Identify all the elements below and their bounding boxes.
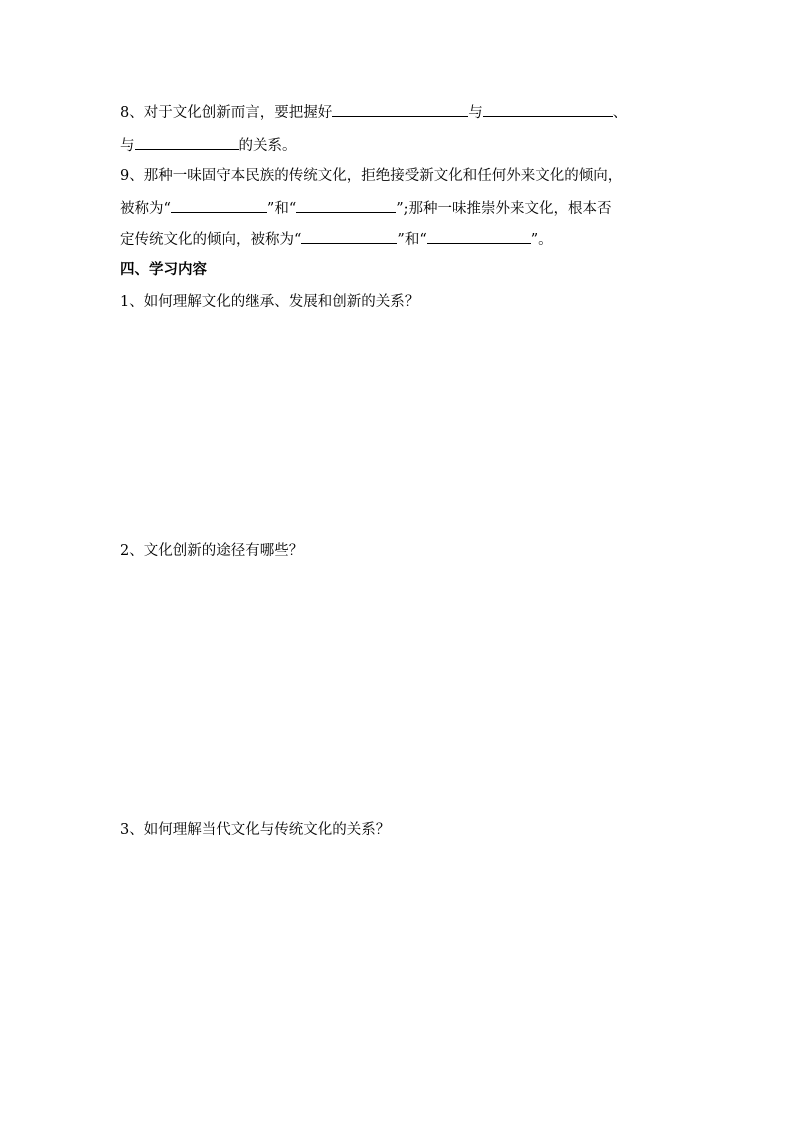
- q9-line1: 9、那种一味固守本民族的传统文化，拒绝接受新文化和任何外来文化的倾向，: [120, 168, 623, 184]
- q9-line2: [120, 198, 612, 219]
- q8-line2-start: 与: [120, 138, 135, 154]
- q8-blank-2[interactable]: [483, 102, 613, 117]
- q9-line3: [120, 229, 553, 250]
- q9-l2-c: ”;那种一味推崇外来文化，根本否: [396, 201, 612, 217]
- q9-blank-4[interactable]: [427, 229, 531, 244]
- q8-mid: 与: [468, 105, 483, 121]
- q9-l2-a: 被称为“: [120, 201, 171, 217]
- q9-l3-c: ”。: [530, 232, 553, 248]
- q8-end: 、: [612, 105, 628, 121]
- q9-l2-b: ”和“: [266, 201, 297, 217]
- q9-blank-1[interactable]: [171, 198, 267, 213]
- q8-blank-1[interactable]: [332, 102, 468, 117]
- q9-l3-b: ”和“: [397, 232, 427, 248]
- q8-prefix: 8、对于文化创新而言，要把握好: [120, 105, 333, 121]
- section-title: 四、学习内容: [120, 262, 207, 278]
- q8-line2-end: 的关系。: [238, 138, 297, 154]
- q9-blank-3[interactable]: [301, 229, 397, 244]
- q9-blank-2[interactable]: [296, 198, 396, 213]
- study-question-1: 1、如何理解文化的继承、发展和创新的关系？: [120, 294, 420, 310]
- study-question-2: 2、文化创新的途径有哪些？: [120, 543, 304, 559]
- study-question-3: 3、如何理解当代文化与传统文化的关系？: [120, 822, 391, 838]
- q8-line1: [120, 102, 627, 123]
- q9-l3-a: 定传统文化的倾向，被称为“: [120, 232, 302, 248]
- q8-line2: [120, 135, 297, 156]
- q8-blank-3[interactable]: [135, 135, 239, 150]
